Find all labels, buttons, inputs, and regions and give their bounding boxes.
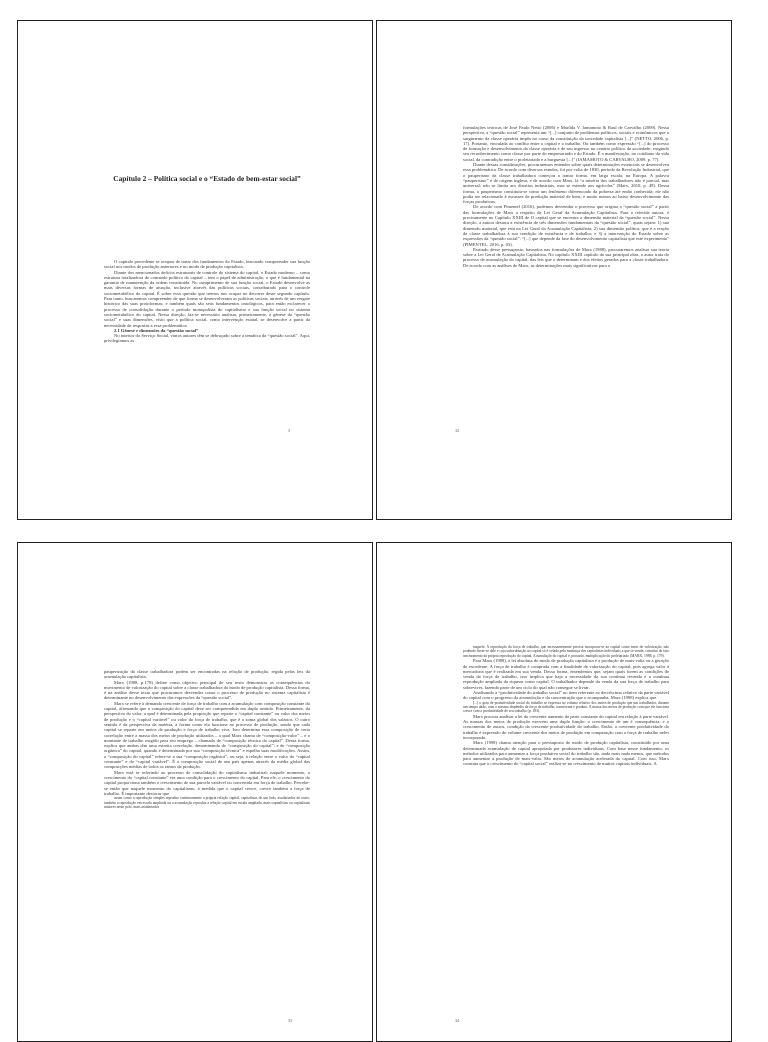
paragraph: formulações teóricas de José Paulo Netto (2006) e Marilda V. Iamamoto & Raul de Carvalho (2009). Nessa perspectiva, a “questão social” representa um “[...] conjunto de problemas políticos, sociais e econômicos que o surgimento da classe operária impôs no curso da constituição da sociedade capitalista [...]” (NETTO, 2006, p. 17). Portanto, vinculada ao conflito entre o capital e o trabalho. Ou também como expressão “[...] do processo de formação e desenvolvimento da classe operária e de seu ingresso no cenário político da sociedade, exigindo seu reconhecimento como classe por parte do empresariado e do Estado. É a manifestação, no cotidiano da vida social, da contradição entre o proletariado e a burguesia [...]” (IAMAMOTO & CARVALHO, 2009, p. 77).	[463, 125, 669, 162]
paragraph: Diante dessas considerações, procuraremos entender sobre quais determinações essenciais se desenvolveu essa problemática. De acordo com diversos estudos, foi por volta de 1830, período da Revolução Industrial, que o pauperismo da classe trabalhadora começou a tomar forma, em larga escala, na Europa. A palavra “pauperismo” é de origem inglesa, e de acordo com Marx, lá “a miséria dos trabalhadores não é parcial, mas universal; não se limita aos distritos industriais, mas se estende aos agrícolas” (Marx, 2010, p. 48). Dessa forma, o pauperismo constituiu-se como um fenômeno diferenciado da pobreza até então conhecida; ele não podia ser relacionado à escassez de produção material de bens, e muito menos ao baixo desenvolvimento das forças produtivas.	[463, 162, 669, 205]
block-quote: assim como a reprodução simples reproduz continuamente a própria relação capital, capitalistas de um lado, assalariados do outro, também a reprodução em escala ampliada ou a acumulação reproduz a relação capital em escala ampliada, mais capitalistas ou capitalistas maiores neste polo, mais assalariados	[104, 796, 310, 809]
document-page-4	[376, 542, 732, 1042]
paragraph: Marx procura analisar a lei do crescente aumento da parte constante do capital em relação à parte variável. As massas dos meios de produção exercem uma dupla função: o crescimento de um é consequência; e o crescimento de outros, condição da crescente produtividade do trabalho. Então, a crescente produtividade do trabalho é expressão do volume crescente dos meios de produção em comparação com a força de trabalho neles incorporada.	[463, 713, 669, 740]
paragraph: Marx (1998) chama atenção para o pressuposto do modo de produção capitalista, constituído por uma determinada acumulação de capital apropriada por produtores individuais. Com base nesse fundamento, os métodos utilizados para aumentar a força produtiva social do trabalho são, nada mais nada menos, que métodos para aumentar a produção de mais-valia. São meios de acumulação acelerada do capital. Com isso, Marx constata que o crescimento do “capital social” realiza-se no crescimento de muitos capitais individuais. A	[463, 740, 669, 767]
page-number: 3	[288, 428, 291, 433]
paragraph: Marx (1988, p.178) define como objetivo principal de seu texto demonstrar as consequências do movimento de valorização do capital sobre a classe trabalhadora do modo de produção capitalista. Dessa forma, é na análise desse texto que procuramos desvendar como o processo de produção no sistema capitalista é determinante no desenvolvimento das expressões da “questão social”.	[104, 679, 310, 701]
block-quote: [...] o grau de produtividade social do trabalho se expressa no volume relativo dos meios de produção que um trabalhador, durante um tempo dado, com o mesmo dispêndio de força de trabalho, transforma e produto. A massa dos meios de produção com que ele funciona cresce com a produtividade de seu trabalho (p. 183).	[463, 700, 669, 714]
page-4-body	[463, 645, 669, 767]
paragraph: O capitalo precedente se ocupou de tratar dos fundamentos do Estado, buscando compreender sua função social nos modos de produção anteriores e no modo de produção capitalista.	[104, 259, 310, 270]
page-1-body	[104, 259, 310, 344]
page-2-body	[463, 125, 669, 268]
paragraph: Marx está se referindo ao processo de consolidação do capitalismo industrial; naquele momento, o crescimento do “capital constante” era uma condição para o crescimento do capital. Para ele, o crescimento do capital proporciona também o crescimento de sua parcela variável ou convertida em força de trabalho. Percebe-se então que naquele momento do capitalismo, à medida que o capital cresce, cresce também a força de trabalho. É importante destacar que	[104, 769, 310, 796]
paragraph: No interior do Serviço Social, vários autores têm se debruçado sobre a temática da “questão social”. Aqui, privilegiamos as	[104, 333, 310, 344]
paragraph: De acordo com Pimentel (2016), podemos desvendar o processo que origina a “questão social” a partir das formulações de Marx a respeito da Lei Geral da Acumulação Capitalista. Para a referida autora, é precisamente no Capítulo XXIII de O capital que se encontra a dimensão material da “questão social”. Nessa direção, a autora destaca a existência de três dimensões fundamentais da “questão social”, quais sejam: 1) sua dimensão material, que está na Lei Geral da Acumulação Capitalista; 2) sua dimensão política, que é a reação da classe trabalhadora à sua condição de existência e de trabalho; e 3) a intervenção do Estado sobre as expressões da “questão social”: “[...] que depende da fase do desenvolvimento capitalista que este experimenta” (PIMENTEL, 2016, p. 03).	[463, 204, 669, 247]
document-page-2	[376, 20, 732, 520]
paragraph: Marx se refere à demanda crescente de força de trabalho com a acumulação com composição constante do capital, afirmando que a composição do capital deve ser compreendida em duplo sentido. Primeiramente, da perspectiva do valor, a qual é determinada pela proporção que reparte o “capital constante” ou valor dos meios de produção e o “capital variável” ou valor da força de trabalho, que é a soma global dos salários. O outro sentido é da perspectiva da matéria, a forma como ela funciona no processo de produção, sendo que cada capital se reparte em meios de produção e força de trabalho viva. Isso determina essa composição de certa correlação entre a massa dos meios de produção utilizados – a qual Marx chama de “composição-valor” – e o montante de trabalho exigido para seu emprego – chamado de “composição técnica do capital”. Dessa forma, explica que ambas têm uma estreita correlação, denominando de “composição do capital”; e de “composição orgânica” do capital, quando é determinada por sua “composição técnica” e espelha suas modificações. Assim, a “composição do capital” refere-se a sua “composição orgânica”, ou seja, à relação entre o valor do “capital constante” e do “capital variável”. É a composição social de um país apenas através da média global das composições médias de todos os ramos da produção.	[104, 700, 310, 770]
section-heading: 2.1 Gênese e dimensões da “questão social”	[114, 327, 199, 333]
paragraph: Diante dos mencionados deficits estruturais de controle do sistema do capital, o Estado moderno – como estrutura totalizadora de comando político do capital – tem o papel de administração, o que é fundamental na garantia de manutenção da ordem constituída. No cumprimento de sua função social, o Estado desenvolve as mais diversas formas de atuação, inclusive através das políticas sociais, contribuindo para o controle sociometabólico do capital. É sobre essa questão que iremos nos ocupar no decorrer deste segundo capítulo. Para tanto, buscaremos compreender de que forma se desenvolveram as políticas sociais, através de um resgate histórico das suas protoformas; e também quais são seus fundamentos ontológicos, para então esclarecer o processo de consolidação durante o período monopolista do capitalismo e sua função social no sistema sociometabólico do capital. Nessa direção, faz-se necessário analisar, primeiramente, a gênese da “questão social” e suas dimensões, visto que a política social, como intervenção estatal, se desenvolve a partir da necessidade de respostas a essa problemática.	[104, 269, 310, 328]
paragraph: Partindo desse pressuposto, baseados nas formulações de Marx (1988), procuraremos analisar sua teoria sobre a Lei Geral de Acumulação Capitalista. No capítulo XXIII capítulo da sua principal obra, o autor trata do processo de acumulação do capital, das leis que o determinam e dos efeitos gerados para a classe trabalhadora. De acordo com as análises de Marx, as determinações mais significativas para a	[463, 246, 669, 268]
page-number: 34	[455, 1018, 460, 1023]
paragraph: pauperização da classe trabalhadora podem ser encontradas na relação de produção, regida pelas leis da acumulação capitalista.	[104, 669, 310, 680]
page-3-body	[104, 669, 310, 809]
page-number: 32	[455, 428, 460, 433]
page-number: 33	[288, 1018, 293, 1023]
block-quote: naquele. A reprodução da força de trabalho, que incessantemente precisa incorporar-se ao capital como meio de valorização, não podendo livrar-se dele e cuja subordinação ao capital só é velada pela mudança dos capitalistas individuais a que se vende, constitui de fato um momento da própria reprodução do capital. Acumulação do capital é, portanto, multiplicação do proletariado (MARX, 1988, p. 179).	[463, 645, 669, 658]
document-page-1	[17, 20, 373, 520]
document-page-3	[17, 542, 373, 1042]
paragraph: Analisando a “produtividade do trabalho social” no item referente ao decréscimo relativo da parte variável do capital com o progresso da acumulação e da concentração que o acompanha, Marx (1998) explica que	[463, 690, 669, 701]
paragraph: Para Marx (1988), a lei absoluta do modo de produção capitalista é a produção de mais-valia ou a geração de excedente. A força de trabalho é comprada com a finalidade de valorização do capital, pois agrega valor à mercadoria que é realizada em sua venda. Dessa forma, entendemos que, sejam quais forem as condições de venda da força de trabalho, isso implica que haja a necessidade da sua contínua revenda e a contínua reprodução ampliada da riqueza como capital. O trabalhador depende da venda da sua força de trabalho para sobreviver, fazendo parte de um ciclo do qual não consegue se livrar.	[463, 658, 669, 690]
chapter-title: Capítulo 2 – Política social e o “Estado de bem-estar social”	[113, 174, 301, 183]
